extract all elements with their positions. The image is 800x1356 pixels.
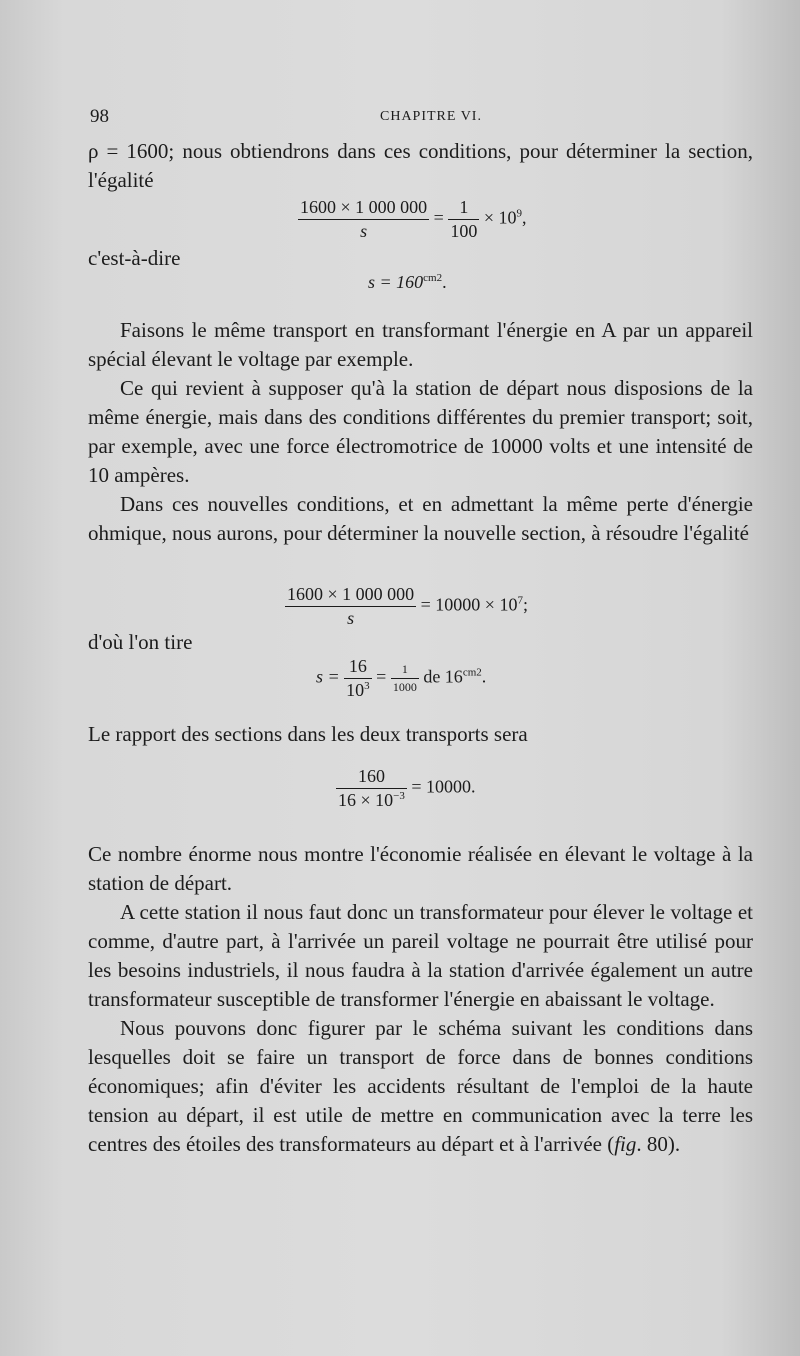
page-number: 98: [90, 106, 109, 127]
paragraph-rapport: Le rapport des sections dans les deux transports sera: [88, 722, 528, 746]
paragraph-conclusion: Ce nombre énorme nous montre l'économie réalisée en élevant le voltage à la station de départ. A cette station il nous faut donc un transformateur pour élever le voltage et comme, d'autre part, à l'arrivée un pareil voltage ne pourrait être utilisé pour les besoins industriels, il nous faudra à la station d'arrivée également un autre transformateur susceptible de transformer l'énergie en abaissant le voltage. Nous pouvons donc figurer par le schéma suivant les conditions dans lesquelles doit se faire un transport de force dans de bonnes conditions économiques; afin d'éviter les accidents résultant de l'emploi de la haute tension au départ, il est utile de mettre en communication avec la terre les centres des étoiles des transformateurs au départ et à l'arrivée (fig. 80).: [88, 842, 753, 1156]
paragraph-cest-a-dire: c'est-à-dire: [88, 246, 181, 270]
equation-4: s = $\frac{16}{10^3}$ = $\frac{1}{1000}$ de $16^{cm2}$.: [316, 656, 487, 700]
paragraph-body: Faisons le même transport en transformant l'énergie en A par un appareil spécial élevant le voltage par exemple. Ce qui revient à supposer qu'à la station de départ nous disposions de la même énergie, mais dans des conditions différentes du premier transport; soit, par exemple, avec une force électromotrice de 10000 volts et une intensité de 10 ampères. Dans ces nouvelles conditions, et en admettant la même perte d'énergie ohmique, nous aurons, pour déterminer la nouvelle section, à résoudre l'égalité: [88, 318, 753, 545]
equation-1: $\frac{1600 \times 1 000 000}{s}$ = $\frac{1}{100}$ × $10^9$,: [300, 197, 527, 241]
running-header: [90, 106, 750, 130]
fig-abbr: fig: [614, 1132, 637, 1156]
equation-2: $s = 160^{cm2}$.: [368, 272, 447, 292]
paragraph-dou: d'où l'on tire: [88, 630, 193, 654]
equation-3: $\frac{1600 \times 1 000 000}{s}$ = $10000 \times 10^7$;: [287, 584, 528, 628]
paragraph-rho: ρ = 1600; nous obtiendrons dans ces conditions, pour déterminer la section, l'égalité: [88, 139, 753, 192]
chapter-title: CHAPITRE VI.: [380, 109, 482, 124]
equation-5: $\frac{160}{16 \times 10^{-3}}$ = 10000.: [338, 766, 476, 810]
